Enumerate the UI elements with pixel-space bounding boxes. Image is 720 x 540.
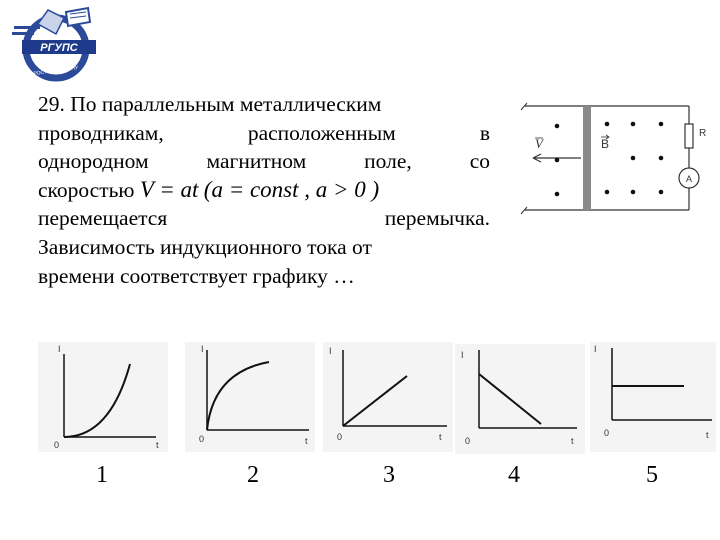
university-logo — [8, 4, 108, 82]
moving-bar — [583, 106, 591, 210]
acceleration-condition: (a = const , a > 0 ) — [203, 176, 380, 202]
graph-3 — [323, 342, 453, 452]
logo-ring-text: РОСТОВ-НА-ДОНУ — [33, 64, 79, 78]
x-axis-label: t — [439, 432, 442, 442]
x-axis-label: t — [706, 430, 709, 440]
word: магнитном — [206, 149, 307, 174]
word: поле, — [364, 149, 412, 174]
field-dots — [555, 122, 664, 197]
word: в — [479, 120, 490, 145]
question-line-4 — [38, 176, 490, 205]
y-axis-label: I — [461, 350, 464, 360]
graph-number-5: 5 — [646, 462, 658, 488]
word: скоростью — [38, 177, 135, 202]
question-text — [38, 90, 490, 290]
graph-4 — [455, 344, 585, 454]
ammeter-label: A — [685, 174, 693, 184]
graph-1 — [38, 342, 168, 452]
origin-label: 0 — [337, 432, 343, 442]
origin-label: 0 — [199, 434, 205, 444]
y-axis-label: I — [58, 344, 61, 354]
question-line-7: времени соответствует графику … — [38, 263, 355, 288]
question-line-3 — [38, 147, 490, 176]
graph-number-3: 3 — [383, 462, 395, 488]
question-line-2 — [38, 119, 490, 148]
y-axis-label: I — [594, 344, 597, 354]
word: со — [469, 149, 490, 174]
word: однородном — [38, 149, 149, 174]
graph-2 — [185, 342, 315, 452]
field-label: B — [601, 137, 610, 151]
question-line-5 — [38, 204, 490, 233]
x-axis-label: t — [305, 436, 308, 446]
origin-label: 0 — [604, 428, 610, 438]
resistor — [685, 124, 693, 148]
graph-number-1: 1 — [96, 462, 108, 488]
word: расположенным — [247, 120, 396, 145]
line-decreasing — [479, 374, 541, 424]
resistor-label: R — [699, 128, 707, 139]
curve-convex — [64, 364, 130, 437]
line-increasing — [343, 376, 407, 426]
question-line-6: Зависимость индукционного тока от — [38, 234, 372, 259]
y-axis-label: I — [201, 344, 204, 354]
graph-number-4: 4 — [508, 462, 520, 488]
y-axis-label: I — [329, 346, 332, 356]
logo-text: РГУПС — [40, 42, 78, 54]
origin-label: 0 — [465, 436, 471, 446]
x-axis-label: t — [571, 436, 574, 446]
velocity-label: V — [535, 136, 543, 151]
word: проводникам, — [38, 120, 164, 145]
question-line-1: 29. По параллельным металлическим — [38, 92, 382, 116]
curve-concave — [207, 362, 269, 430]
word: перемещается — [38, 206, 168, 231]
graph-number-2: 2 — [247, 462, 259, 488]
graph-5 — [590, 342, 716, 452]
circuit-diagram — [515, 100, 715, 220]
word: перемычка. — [384, 206, 490, 231]
velocity-formula: V = at — [139, 176, 199, 202]
x-axis-label: t — [156, 440, 159, 450]
origin-label: 0 — [54, 440, 60, 450]
